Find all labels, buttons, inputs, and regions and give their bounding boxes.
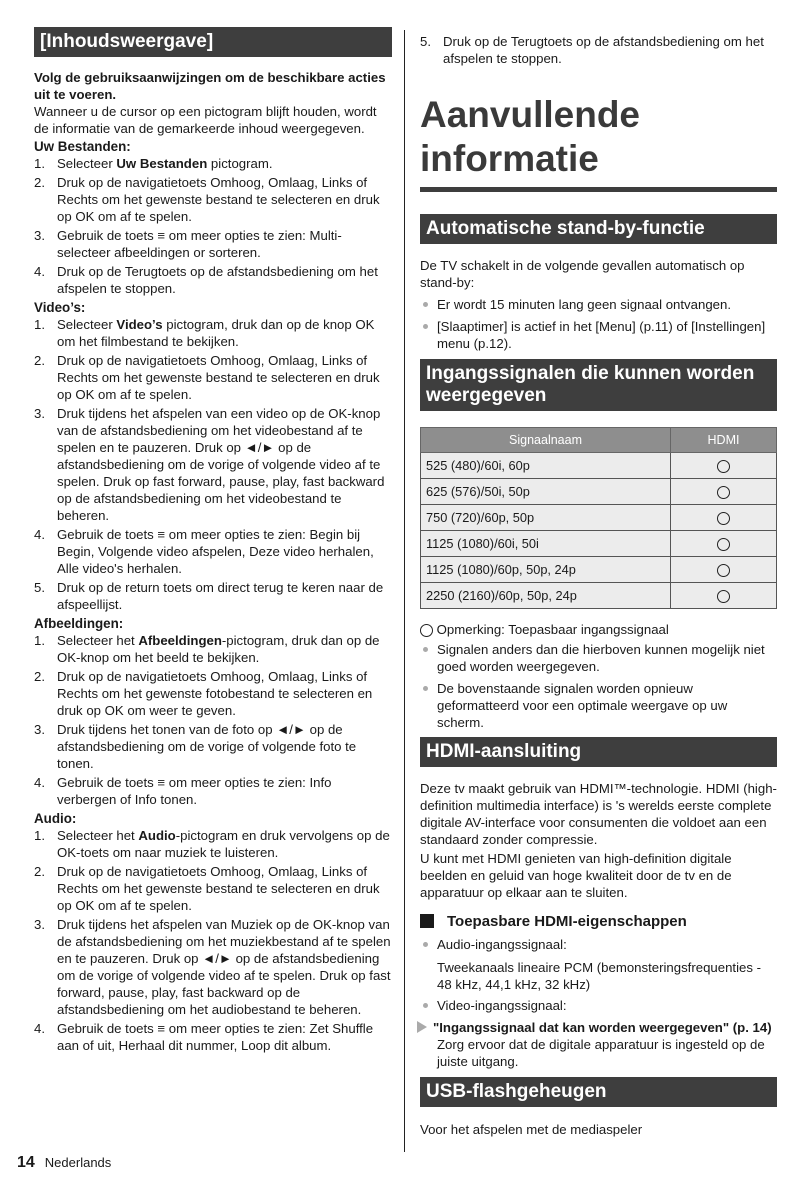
- list-item: 2. Druk op de navigatietoets Omhoog, Omlaag, Links of Rechts om het gewenste bestand te selecteren en druk op OK om af te spelen.: [34, 864, 380, 913]
- big-title: Aanvullende informatie: [420, 94, 640, 179]
- list-item: Audio-ingangssignaal: Tweekanaals lineaire PCM (bemonsteringsfrequenties - 48 kHz, 44,1 kHz, 32 kHz): [420, 936, 777, 993]
- col-hdmi: HDMI: [671, 428, 777, 453]
- section-list: [34, 155, 392, 297]
- step-5: 5. Druk op de Terugtoets op de afstandsbediening om het afspelen te stoppen.: [420, 34, 764, 66]
- table-row: [421, 479, 777, 505]
- list-item: [Slaaptimer] is actief in het [Menu] (p.11) of [Instellingen] menu (p.12).: [420, 318, 777, 352]
- circle-icon: [717, 590, 730, 603]
- section-list: [34, 316, 392, 613]
- list-item: Signalen anders dan die hierboven kunnen mogelijk niet goed worden weergegeven.: [420, 641, 777, 675]
- list-item: 3. Druk tijdens het afspelen van Muziek op de OK-knop van de afstandsbediening om het muziekbestand af te spelen en te pauzeren. Druk op ◄/► op de afstandsbediening om de vorige of volgende video af te spelen. Druk op fast forward, pause, play, fast backward op de afstandsbediening om het audiobestand te beheren.: [34, 917, 391, 1017]
- list-item: 1. Selecteer het Audio-pictogram en druk vervolgens op de OK-toets om naar muziek te luisteren.: [34, 828, 390, 860]
- hdmi-cell: [671, 479, 777, 505]
- hdmi-para-1: Deze tv maakt gebruik van HDMI™-technologie. HDMI (high-definition multimedia interface) is 's werelds eerste complete digitale AV-interface voor consumenten die voldoet aan een standaard zonder compressie.: [420, 781, 777, 847]
- table-row: [421, 531, 777, 557]
- signals-table: [420, 427, 777, 609]
- list-item: De bovenstaande signalen worden opnieuw geformatteerd voor een optimale weergave op uw scherm.: [420, 680, 777, 731]
- circle-icon: [420, 624, 433, 637]
- footer-language: Nederlands: [44, 1155, 112, 1170]
- arrow-right-icon: [417, 1021, 427, 1033]
- list-item: 2. Druk op de navigatietoets Omhoog, Omlaag, Links of Rechts om het gewenste bestand te selecteren en druk op OK om af te spelen.: [34, 175, 380, 224]
- list-item: Video-ingangssignaal:: [420, 997, 777, 1014]
- table-row: [421, 453, 777, 479]
- content-view-title: [Inhoudsweergave]: [34, 27, 392, 57]
- list-item: 3. Druk tijdens het afspelen van een video op de OK-knop van de afstandsbediening om het videobestand af te spelen en te pauzeren. Druk op ◄/► op de afstandsbediening om de vorige of volgende video af te spelen. Druk op fast forward, pause, play, fast backward op de afstandsbediening om het videobestand te beheren.: [34, 406, 385, 523]
- list-item: 5. Druk op de return toets om direct terug te keren naar de afspeellijst.: [34, 580, 384, 612]
- signals-title: Ingangssignalen die kunnen worden weergegeven: [420, 359, 777, 411]
- usb-title: USB-flashgeheugen: [420, 1077, 777, 1107]
- list-item: 3. Druk tijdens het tonen van de foto op ◄/► op de afstandsbediening om de vorige of volgende foto te tonen.: [34, 722, 357, 771]
- list-item: 2. Druk op de navigatietoets Omhoog, Omlaag, Links of Rechts om het gewenste bestand te selecteren en druk op OK om af te spelen.: [34, 353, 380, 402]
- list-item: 4. Druk op de Terugtoets op de afstandsbediening om het afspelen te stoppen.: [34, 264, 378, 296]
- hdmi-cell: [671, 531, 777, 557]
- section-heading: Uw Bestanden:: [34, 139, 131, 154]
- signal-name-cell: 1125 (1080)/60i, 50i: [421, 531, 671, 557]
- list-item: 1. Selecteer Uw Bestanden pictogram.: [34, 156, 273, 171]
- big-title-rule: [420, 187, 777, 192]
- list-item: 4. Gebruik de toets ≡ om meer opties te zien: Zet Shuffle aan of uit, Herhaal dit nummer, Loop dit album.: [34, 1021, 374, 1053]
- list-item: 1. Selecteer het Afbeeldingen-pictogram, druk dan op de OK-knop om het beeld te bekijken.: [34, 633, 380, 665]
- signal-name-cell: 1125 (1080)/60p, 50p, 24p: [421, 557, 671, 583]
- section-list: [34, 827, 392, 1054]
- standby-title: Automatische stand-by-functie: [420, 214, 777, 244]
- signal-name-cell: 525 (480)/60i, 60p: [421, 453, 671, 479]
- column-divider: [404, 30, 405, 1152]
- signals-bullets: [420, 641, 777, 731]
- table-row: [421, 505, 777, 531]
- list-item: Er wordt 15 minuten lang geen signaal ontvangen.: [420, 296, 777, 313]
- signal-name-cell: 625 (576)/50i, 50p: [421, 479, 671, 505]
- square-bullet-icon: [420, 914, 434, 928]
- video-ref: "Ingangssignaal dat kan worden weergegeven" (p. 14): [417, 1019, 777, 1036]
- usb-text: Voor het afspelen met de mediaspeler: [420, 1122, 643, 1137]
- video-text: Zorg ervoor dat de digitale apparatuur is ingesteld op de juiste uitgang.: [437, 1037, 765, 1069]
- left-column: [34, 27, 392, 1056]
- section-heading: Video’s:: [34, 300, 86, 315]
- circle-icon: [717, 512, 730, 525]
- hdmi-cell: [671, 505, 777, 531]
- list-item: 1. Selecteer Video’s pictogram, druk dan op de knop OK om het filmbestand te bekijken.: [34, 317, 375, 349]
- section-heading: Afbeeldingen:: [34, 616, 124, 631]
- signals-note: Opmerking: Toepasbaar ingangssignaal: [420, 621, 777, 638]
- standby-intro: De TV schakelt in de volgende gevallen automatisch op stand-by:: [420, 258, 745, 290]
- hdmi-cell: [671, 453, 777, 479]
- list-item: 3. Gebruik de toets ≡ om meer opties te zien: Multi-selecteer afbeeldingen or sorteren.: [34, 228, 342, 260]
- hdmi-cell: [671, 557, 777, 583]
- hdmi-para-2: U kunt met HDMI genieten van high-definition digitale beelden en geluid van hoge kwaliteit door de tv en de apparatuur op elkaar aan te sluiten.: [420, 851, 732, 900]
- section-heading: Audio:: [34, 811, 77, 826]
- table-row: [421, 557, 777, 583]
- circle-icon: [717, 486, 730, 499]
- circle-icon: [717, 460, 730, 473]
- standby-bullets: [420, 296, 777, 352]
- circle-icon: [717, 564, 730, 577]
- hdmi-features-heading: Toepasbare HDMI-eigenschappen: [420, 913, 777, 930]
- intro-bold: Volg de gebruiksaanwijzingen om de beschikbare acties uit te voeren.: [34, 70, 386, 102]
- list-item: 4. Gebruik de toets ≡ om meer opties te zien: Begin bij Begin, Volgende video afspelen, Deze video herhalen, Alle video's herhalen.: [34, 527, 374, 576]
- hdmi-title: HDMI-aansluiting: [420, 737, 777, 767]
- signal-name-cell: 750 (720)/60p, 50p: [421, 505, 671, 531]
- section-list: [34, 632, 392, 808]
- intro-text: Wanneer u de cursor op een pictogram blijft houden, wordt de informatie van de gemarkeerde inhoud weergegeven.: [34, 104, 377, 136]
- list-item: 2. Druk op de navigatietoets Omhoog, Omlaag, Links of Rechts om het gewenste fotobestand te selecteren en druk op OK om weer te geven.: [34, 669, 373, 718]
- left-sections: [34, 138, 392, 1054]
- page-footer: [17, 1154, 111, 1172]
- list-item: 4. Gebruik de toets ≡ om meer opties te zien: Info verbergen of Info tonen.: [34, 775, 332, 807]
- signal-name-cell: 2250 (2160)/60p, 50p, 24p: [421, 583, 671, 609]
- circle-icon: [717, 538, 730, 551]
- page-number: 14: [17, 1154, 35, 1171]
- right-column: [420, 27, 777, 1138]
- hdmi-features: [420, 936, 777, 1014]
- hdmi-cell: [671, 583, 777, 609]
- table-row: [421, 583, 777, 609]
- col-signal-name: Signaalnaam: [421, 428, 671, 453]
